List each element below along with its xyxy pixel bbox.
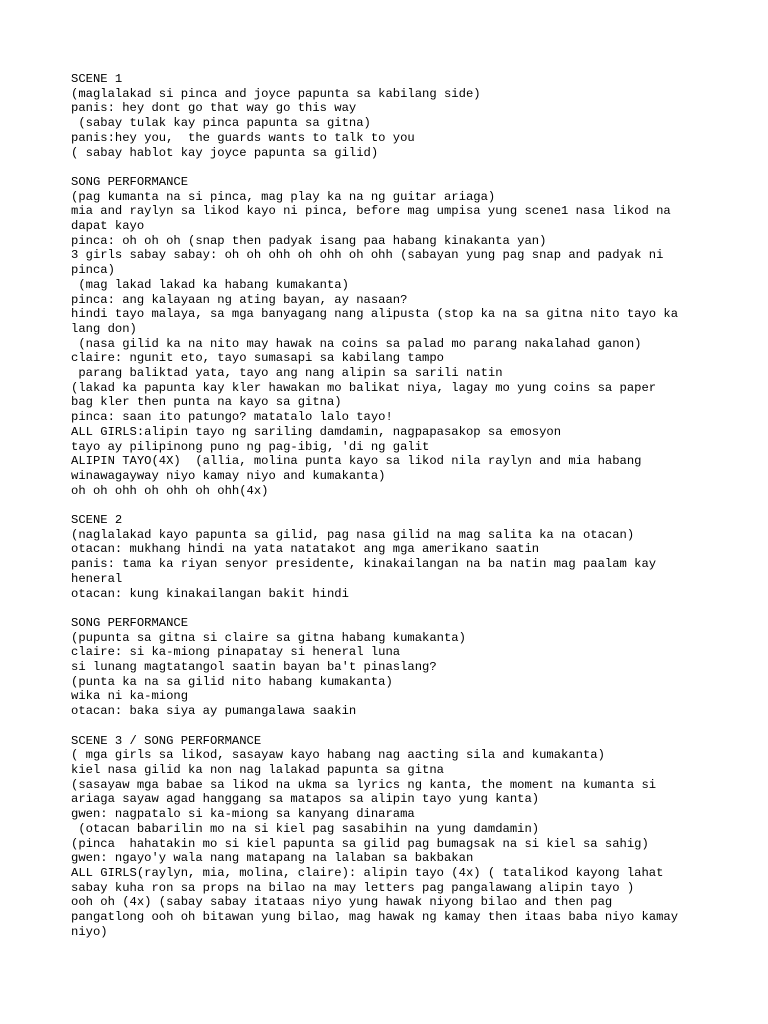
stage-direction: (maglalakad si pinca and joyce papunta sa kabilang side) (71, 86, 481, 101)
section-song-performance-2 (71, 616, 761, 719)
section-scene-1 (71, 72, 761, 160)
section-scene-2 (71, 513, 761, 601)
stage-direction: ariaga sayaw agad hanggang sa matapos sa alipin tayo yung kanta) (71, 792, 540, 807)
dialogue-line: niyo) (71, 924, 108, 939)
dialogue-line: pangatlong ooh oh bitawan yung bilao, mag hawak ng kamay then itaas baba niyo kamay (71, 910, 679, 925)
scene-heading: SCENE 3 / SONG PERFORMANCE (71, 733, 262, 748)
dialogue-line: ALIPIN TAYO(4X) (allia, molina punta kayo sa likod nila raylyn and mia habang (71, 454, 642, 469)
dialogue-line: otacan: mukhang hindi na yata natatakot ang mga amerikano saatin (71, 542, 540, 557)
dialogue-line: pinca: oh oh oh (snap then padyak isang paa habang kinakanta yan) (71, 233, 547, 248)
stage-direction: (lakad ka papunta kay kler hawakan mo balikat niya, lagay mo yung coins sa paper (71, 380, 657, 395)
dialogue-line: 3 girls sabay sabay: oh oh ohh oh ohh oh ohh (sabayan yung pag snap and padyak ni (71, 248, 664, 263)
stage-direction: (pupunta sa gitna si claire sa gitna habang kumakanta) (71, 630, 466, 645)
dialogue-line: gwen: nagpatalo si ka-miong sa kanyang dinarama (71, 807, 415, 822)
dialogue-line: otacan: kung kinakailangan bakit hindi (71, 586, 349, 601)
dialogue-line: claire: ngunit eto, tayo sumasapi sa kabilang tampo (71, 351, 444, 366)
script-line: dapat kayo (71, 219, 145, 234)
dialogue-line: heneral (71, 571, 123, 586)
scene-heading: SCENE 1 (71, 72, 123, 86)
stage-direction: (otacan babarilin mo na si kiel pag sasabihin na yung damdamin) (71, 821, 540, 836)
dialogue-line: otacan: baka siya ay pumangalawa saakin (71, 704, 357, 719)
dialogue-line: oh oh ohh oh ohh oh ohh(4x) (71, 483, 269, 498)
stage-direction: (nasa gilid ka na nito may hawak na coins sa palad mo parang nakalahad ganon) (71, 336, 642, 351)
dialogue-line: panis: hey dont go that way go this way (71, 101, 357, 116)
stage-direction: (pinca hahatakin mo si kiel papunta sa gilid pag bumagsak na si kiel sa sahig) (71, 836, 649, 851)
dialogue-line: claire: si ka-miong pinapatay si heneral luna (71, 645, 401, 660)
section-song-performance-1 (71, 175, 761, 498)
stage-direction: (pag kumanta na si pinca, mag play ka na ng guitar ariaga) (71, 189, 496, 204)
scene-heading: SONG PERFORMANCE (71, 174, 189, 189)
stage-direction: ( sabay hablot kay joyce papunta sa gilid) (71, 145, 379, 160)
dialogue-line: tayo ay pilipinong puno ng pag-ibig, 'di ng galit (71, 439, 430, 454)
dialogue-line: ALL GIRLS(raylyn, mia, molina, claire): alipin tayo (4x) ( tatalikod kayong lahat (71, 865, 664, 880)
dialogue-line: hindi tayo malaya, sa mga banyagang nang alipusta (stop ka na sa gitna nito tayo ka (71, 307, 679, 322)
dialogue-line: pinca: saan ito patungo? matatalo lalo tayo! (71, 410, 393, 425)
scene-heading: SONG PERFORMANCE (71, 615, 189, 630)
dialogue-line: pinca: ang kalayaan ng ating bayan, ay nasaan? (71, 292, 408, 307)
stage-direction: (sabay tulak kay pinca papunta sa gitna) (71, 116, 371, 131)
script-line: mia and raylyn sa likod kayo ni pinca, before mag umpisa yung scene1 nasa likod na (71, 204, 671, 219)
dialogue-line: sabay kuha ron sa props na bilao na may letters pag pangalawang alipin tayo ) (71, 880, 635, 895)
stage-direction: (mag lakad lakad ka habang kumakanta) (71, 277, 349, 292)
dialogue-line: parang baliktad yata, tayo ang nang alipin sa sarili natin (71, 366, 503, 381)
stage-direction: bag kler then punta na kayo sa gitna) (71, 395, 342, 410)
script-line: kiel nasa gilid ka non nag lalakad papunta sa gitna (71, 762, 444, 777)
stage-direction: ( mga girls sa likod, sasayaw kayo habang nag aacting sila and kumakanta) (71, 748, 605, 763)
stage-direction: (naglalakad kayo papunta sa gilid, pag nasa gilid na mag salita ka na otacan) (71, 527, 635, 542)
section-scene-3 (71, 734, 761, 940)
dialogue-line: panis:hey you, the guards wants to talk to you (71, 130, 415, 145)
dialogue-line: wika ni ka-miong (71, 689, 189, 704)
dialogue-line: pinca) (71, 263, 115, 278)
scene-heading: SCENE 2 (71, 513, 123, 528)
dialogue-line: ALL GIRLS:alipin tayo ng sariling damdamin, nagpapasakop sa emosyon (71, 424, 562, 439)
dialogue-line: gwen: ngayo'y wala nang matapang na lalaban sa bakbakan (71, 851, 474, 866)
dialogue-line: panis: tama ka riyan senyor presidente, kinakailangan na ba natin mag paalam kay (71, 557, 657, 572)
dialogue-line: lang don) (71, 321, 137, 336)
script-document (71, 72, 761, 954)
stage-direction: (punta ka na sa gilid nito habang kumakanta) (71, 674, 393, 689)
dialogue-line: si lunang magtatangol saatin bayan ba't pinaslang? (71, 660, 437, 675)
dialogue-line: winawagayway niyo kamay niyo and kumakanta) (71, 468, 386, 483)
dialogue-line: ooh oh (4x) (sabay sabay itataas niyo yung hawak niyong bilao and then pag (71, 895, 613, 910)
stage-direction: (sasayaw mga babae sa likod na ukma sa lyrics ng kanta, the moment na kumanta si (71, 777, 657, 792)
